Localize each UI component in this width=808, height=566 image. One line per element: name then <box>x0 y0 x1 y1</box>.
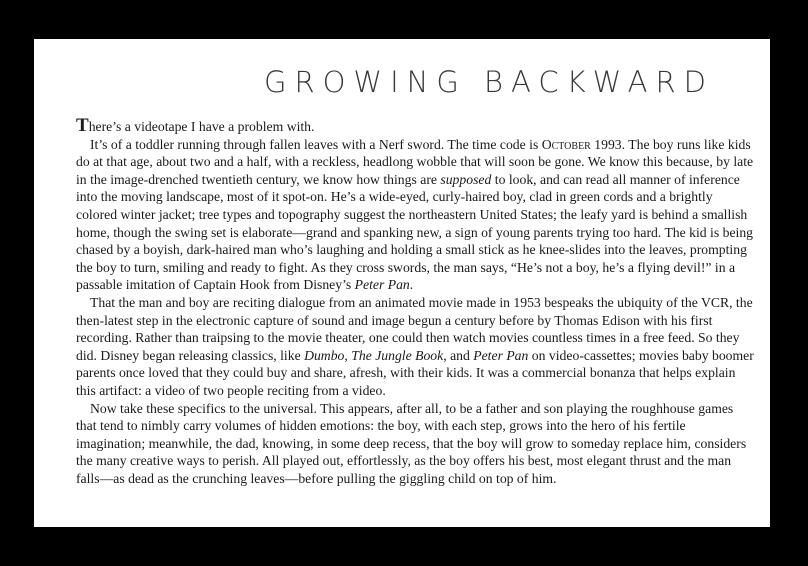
paragraph-3: Now take these specifics to the universal. This appears, after all, to be a father and son playing the roughhouse games that tend to nimbly carry volumes of hidden emotions: the boy, with each step, grows into the hero of his fertile imagination; meanwhile, the dad, knowing, in some deep recess, that the boy will grow to someday replace him, considers the many creative ways to perish. All played out, effortlessly, as the boy offers his best, most elegant thrust and the man falls—as dead as the crunching leaves—before pulling the giggling child on top of him. <box>76 400 747 486</box>
paragraph-2-text-b: , <box>344 347 352 363</box>
paragraph-1-text-a: It’s of a toddler running through fallen leaves with a Nerf sword. The time code is <box>90 136 542 152</box>
book-page <box>34 39 770 527</box>
paragraph-1 <box>76 136 754 294</box>
title-jungle-book: The Jungle Book <box>351 347 444 363</box>
paragraph-1-text-b: . The boy runs like kids do at that age, about two and a half, with a reckless, headlong wobble that will soon be gone. We know this because, by late in the image-drenched twentieth century, we know how things are <box>76 136 754 187</box>
paragraph-2-text-d: on video-cassettes; movies baby boomer parents once loved that they could buy and share, afresh, with their kids. It was a commercial bonanza that helps explain this artifact: a video of two people reciting from a video. <box>76 347 754 398</box>
title-dumbo: Dumbo <box>304 347 345 363</box>
title-peter-pan: Peter Pan <box>354 277 410 293</box>
opening-text: here’s a videotape I have a problem with. <box>88 119 315 134</box>
paragraph-1-text-c: to look, and can read all manner of inference into the moving landscape, most of it spot-on. He’s a wide-eyed, curly-haired boy, clad in green cords and a brightly colored winter jacket; tree types and topography suggest the northeastern United States; the leafy yard is behind a smallish home, though the swing set is elaborate—grand and spanking new, a sign of young parents trying too hard. The kid is being chased by a boyish, dark-haired man who’s laughing and holding a small stick as he knee-slides into the leaves, prompting the boy to turn, smiling and ready to fight. As they cross swords, the man says, “He’s not a boy, he’s a flying devil!” in a passable imitation of Captain Hook from Disney’s <box>76 171 754 293</box>
opening-line <box>76 117 754 136</box>
paragraph-2-text-a: That the man and boy are reciting dialogue from an animated movie made in 1953 bespeaks the ubiquity of the VCR, the then-latest step in the electronic capture of sound and image begun a century before by Thomas Edison with his first recording. Rather than traipsing to the movie theater, one could then watch movies countless times in a free feed. So they did. Disney began releasing classics, like <box>76 294 753 363</box>
title-peter-pan-2: Peter Pan <box>473 347 529 363</box>
article-body <box>76 117 754 487</box>
time-code: October 1993 <box>541 136 622 152</box>
paragraph-2-text-c: , and <box>443 347 474 363</box>
emphasis-supposed: supposed <box>440 171 492 187</box>
paragraph-1-text-d: . <box>409 277 414 293</box>
chapter-title: GROWING BACKWARD <box>263 65 714 99</box>
paragraph-2 <box>76 294 754 400</box>
drop-cap: T <box>76 115 89 136</box>
